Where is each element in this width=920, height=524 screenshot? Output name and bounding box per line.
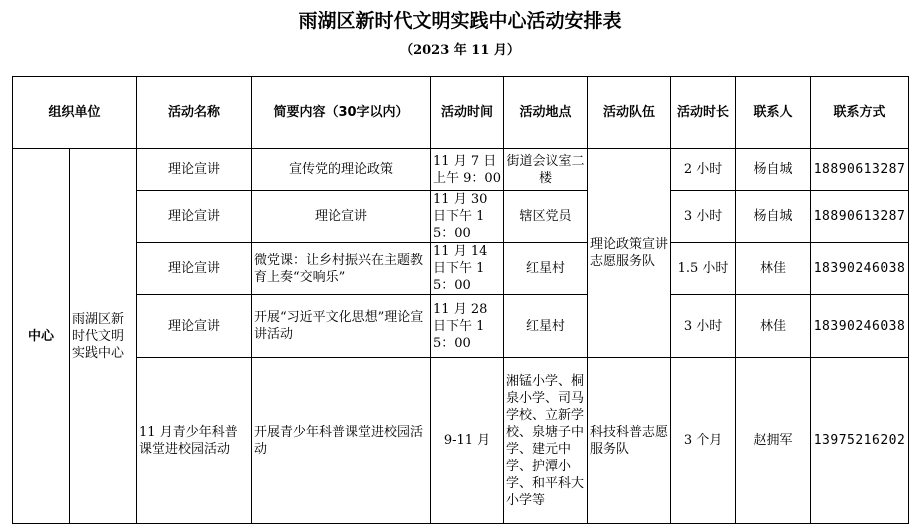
content-cell: 微党课：让乡村振兴在主题教育上奏“交响乐” bbox=[252, 243, 431, 295]
contact-cell: 杨自城 bbox=[736, 191, 811, 243]
contact-cell: 林佳 bbox=[736, 295, 811, 358]
location-cell: 红星村 bbox=[504, 243, 588, 295]
table-row bbox=[13, 295, 909, 358]
document-subtitle: （2023 年 11 月） bbox=[400, 43, 520, 58]
location-cell: 街道会议室二楼 bbox=[504, 149, 588, 191]
location-cell: 辖区党员 bbox=[504, 191, 588, 243]
time-cell: 11 月 30 日下午 15：00 bbox=[431, 191, 504, 243]
duration-cell: 1.5 小时 bbox=[671, 243, 736, 295]
phone-cell: 13975216202 bbox=[811, 358, 909, 524]
phone-cell: 18890613287 bbox=[811, 191, 909, 243]
org-level-cell: 中心 bbox=[13, 149, 70, 524]
location-cell: 湘锰小学、桐泉小学、司马学校、立新学校、泉塘子中学、建元中学、护潭小学、和平科大小学等 bbox=[504, 358, 588, 524]
duration-cell: 3 小时 bbox=[671, 295, 736, 358]
contact-cell: 杨自城 bbox=[736, 149, 811, 191]
content-cell: 理论宣讲 bbox=[252, 191, 431, 243]
duration-cell: 2 小时 bbox=[671, 149, 736, 191]
header-time: 活动时间 bbox=[431, 77, 504, 149]
time-cell: 11 月 7 日上午 9：00 bbox=[431, 149, 504, 191]
header-content: 简要内容（30字以内） bbox=[252, 77, 431, 149]
header-duration: 活动时长 bbox=[671, 77, 736, 149]
phone-cell: 18390246038 bbox=[811, 295, 909, 358]
team-theory-cell: 理论政策宣讲志愿服务队 bbox=[588, 149, 671, 358]
contact-cell: 赵拥军 bbox=[736, 358, 811, 524]
phone-cell: 18890613287 bbox=[811, 149, 909, 191]
activity-name-cell: 理论宣讲 bbox=[137, 149, 252, 191]
duration-cell: 3 个月 bbox=[671, 358, 736, 524]
header-phone: 联系方式 bbox=[811, 77, 909, 149]
duration-cell: 3 小时 bbox=[671, 191, 736, 243]
content-cell: 开展青少年科普课堂进校园活动 bbox=[252, 358, 431, 524]
time-cell: 9-11 月 bbox=[431, 358, 504, 524]
activity-name-cell: 理论宣讲 bbox=[137, 243, 252, 295]
table-row bbox=[13, 191, 909, 243]
header-org: 组织单位 bbox=[13, 77, 137, 149]
activity-name-cell: 11 月青少年科普课堂进校园活动 bbox=[137, 358, 252, 524]
content-cell: 开展“习近平文化思想”理论宣讲活动 bbox=[252, 295, 431, 358]
document-title: 雨湖区新时代文明实践中心活动安排表 bbox=[298, 10, 622, 32]
header-name: 活动名称 bbox=[137, 77, 252, 149]
location-cell: 红星村 bbox=[504, 295, 588, 358]
table-row bbox=[13, 149, 909, 191]
activity-name-cell: 理论宣讲 bbox=[137, 191, 252, 243]
table-row bbox=[13, 358, 909, 524]
content-cell: 宣传党的理论政策 bbox=[252, 149, 431, 191]
contact-cell: 林佳 bbox=[736, 243, 811, 295]
phone-cell: 18390246038 bbox=[811, 243, 909, 295]
header-contact: 联系人 bbox=[736, 77, 811, 149]
activity-schedule-table bbox=[12, 76, 909, 524]
org-name-cell: 雨湖区新时代文明实践中心 bbox=[70, 149, 137, 524]
activity-name-cell: 理论宣讲 bbox=[137, 295, 252, 358]
header-location: 活动地点 bbox=[504, 77, 588, 149]
table-row bbox=[13, 243, 909, 295]
table-header-row bbox=[13, 77, 909, 149]
time-cell: 11 月 28 日下午 15：00 bbox=[431, 295, 504, 358]
team-science-cell: 科技科普志愿服务队 bbox=[588, 358, 671, 524]
header-team: 活动队伍 bbox=[588, 77, 671, 149]
time-cell: 11 月 14 日下午 15：00 bbox=[431, 243, 504, 295]
